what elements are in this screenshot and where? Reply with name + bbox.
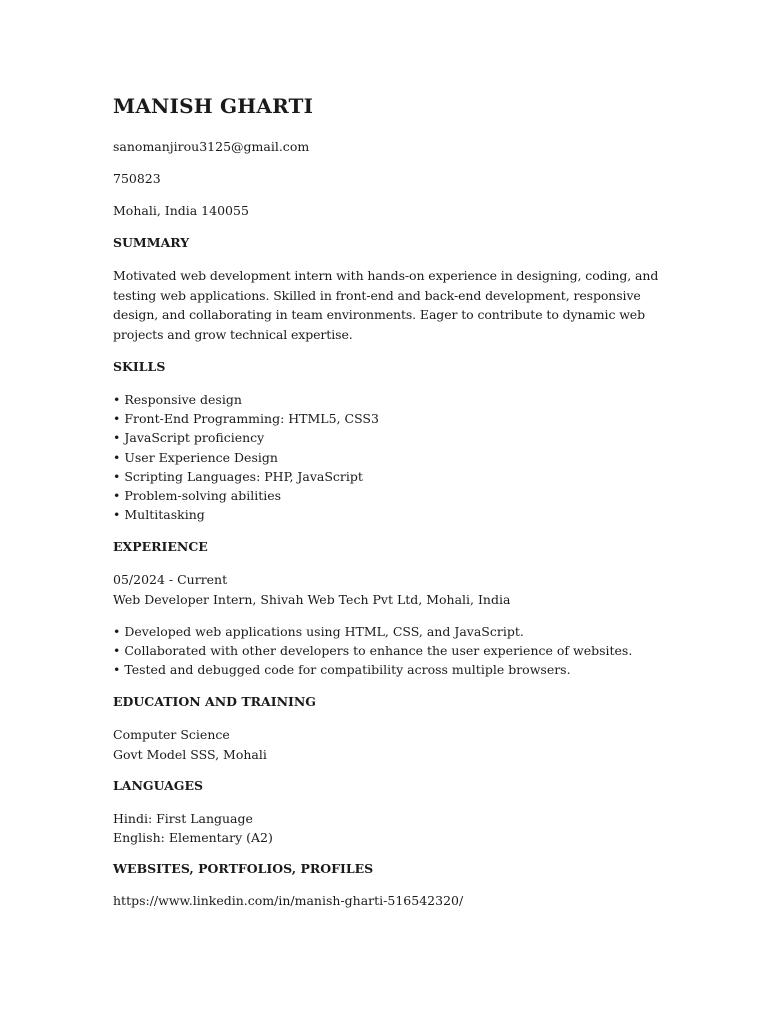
experience-list (113, 622, 673, 680)
list-item: • Developed web applications using HTML, CSS, and JavaScript. (113, 622, 673, 641)
list-item: • Problem-solving abilities (113, 486, 673, 505)
summary-heading: SUMMARY (113, 235, 190, 250)
list-item: • Multitasking (113, 505, 673, 524)
summary-text: Motivated web development intern with hands-on experience in designing, coding, and testing web applications. Skilled in front-end and back-end development, responsive design, and collaborating in team environments. Eager to contribute to dynamic web projects and grow technical expertise. (113, 268, 659, 342)
skills-heading: SKILLS (113, 359, 166, 374)
list-item: • User Experience Design (113, 448, 673, 467)
education-field: Computer Science (113, 727, 230, 743)
candidate-name: MANISH GHARTI (113, 94, 314, 118)
experience-entry (113, 570, 673, 608)
experience-heading: EXPERIENCE (113, 539, 208, 555)
phone-text: 750823 (113, 171, 161, 186)
experience-dates: 05/2024 - Current (113, 572, 228, 588)
list-item: • Responsive design (113, 390, 673, 409)
experience-role: Web Developer Intern, Shivah Web Tech Pvt Ltd, Mohali, India (113, 591, 511, 607)
list-item: • Tested and debugged code for compatibility across multiple browsers. (113, 660, 673, 679)
location-text: Mohali, India 140055 (113, 203, 249, 218)
language-item: Hindi: First Language (113, 810, 253, 826)
education-entry (113, 725, 673, 763)
skills-list (113, 390, 673, 524)
languages-entry (113, 809, 673, 847)
list-item: • Collaborated with other developers to enhance the user experience of websites. (113, 641, 673, 660)
education-school: Govt Model SSS, Mohali (113, 746, 267, 762)
list-item: • Scripting Languages: PHP, JavaScript (113, 467, 673, 486)
language-item: English: Elementary (A2) (113, 830, 273, 846)
education-heading: EDUCATION AND TRAINING (113, 694, 316, 710)
resume-page (113, 92, 673, 924)
email-text: sanomanjirou3125@gmail.com (113, 139, 310, 154)
list-item: • JavaScript proficiency (113, 428, 673, 447)
websites-heading: WEBSITES, PORTFOLIOS, PROFILES (113, 861, 374, 877)
list-item: • Front-End Programming: HTML5, CSS3 (113, 409, 673, 428)
languages-heading: LANGUAGES (113, 777, 204, 793)
linkedin-link[interactable]: https://www.linkedin.com/in/manish-gharti-516542320/ (113, 893, 464, 909)
